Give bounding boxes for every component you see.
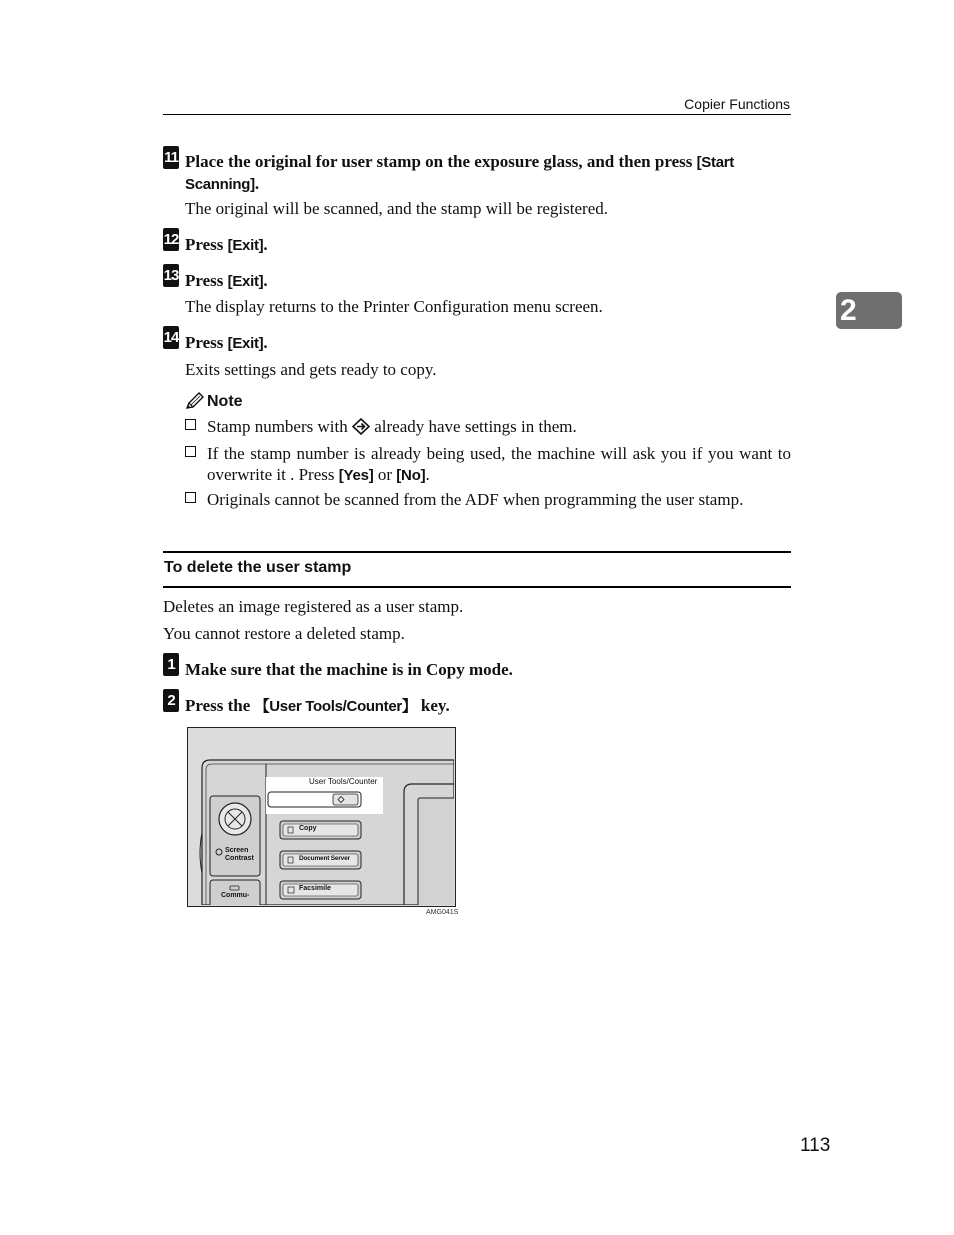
- step-text: .: [254, 174, 260, 193]
- step-description: The display returns to the Printer Configuration menu screen.: [185, 297, 603, 316]
- step-text: .: [263, 271, 268, 290]
- control-panel-illustration: [187, 727, 456, 907]
- section-title: To delete the user stamp: [164, 559, 352, 576]
- step-description: Exits settings and gets ready to copy.: [185, 360, 437, 379]
- note-text: or: [373, 465, 397, 484]
- step-instruction: [185, 151, 791, 195]
- step-number: 14: [163, 326, 179, 349]
- section-paragraph: Deletes an image registered as a user stamp.: [163, 597, 464, 616]
- chapter-number: 2: [840, 294, 857, 327]
- step-number: 11: [163, 146, 179, 169]
- step-number: 12: [163, 228, 179, 251]
- chapter-tab: [836, 292, 902, 329]
- step-text: Press the: [185, 696, 255, 715]
- user-tools-callout: User Tools/Counter: [309, 777, 378, 786]
- step-text: Press: [185, 235, 228, 254]
- step-instruction: [185, 332, 268, 354]
- step-text: Press: [185, 333, 228, 352]
- document-server-key-label: Document Server: [299, 855, 350, 862]
- step-instruction: [185, 695, 450, 717]
- step-text: .: [263, 333, 268, 352]
- note-item: [185, 443, 791, 487]
- running-header: Copier Functions: [684, 96, 790, 112]
- key-label: Scanning]: [185, 176, 255, 193]
- step-number: 13: [163, 264, 179, 287]
- facsimile-key-label: Facsimile: [299, 885, 331, 892]
- key-label: [Exit]: [227, 237, 264, 254]
- step-number: 1: [163, 653, 179, 676]
- screen-contrast-line: Contrast: [225, 855, 254, 862]
- screen-contrast-line: Screen: [225, 847, 249, 854]
- note-text: If the stamp number is already being used, the machine will ask you if you want to overwrite it . Press: [207, 444, 791, 484]
- note-text: Stamp numbers with: [207, 417, 352, 436]
- checkbox-bullet-icon: [185, 419, 196, 430]
- section-rule-top: [163, 551, 791, 553]
- key-label: [No]: [396, 467, 426, 484]
- key-label: [Exit]: [227, 335, 264, 352]
- section-paragraph: You cannot restore a deleted stamp.: [163, 624, 405, 643]
- screen-contrast-label: [225, 847, 254, 863]
- figure-code: AMG041S: [426, 909, 459, 916]
- step-instruction: [185, 234, 268, 256]
- step-text: key.: [416, 696, 450, 715]
- key-label: [Exit]: [227, 273, 264, 290]
- checkbox-bullet-icon: [185, 446, 196, 457]
- note-text: already have settings in them.: [369, 417, 577, 436]
- step-description: The original will be scanned, and the stamp will be registered.: [185, 199, 608, 218]
- note-label-text: Note: [207, 393, 243, 410]
- checkbox-bullet-icon: [185, 492, 196, 503]
- key-label: 【User Tools/Counter】: [254, 698, 417, 715]
- control-panel-drawing: [188, 728, 454, 905]
- copy-key-label: Copy: [299, 825, 317, 832]
- note-label: [207, 393, 243, 411]
- step-instruction: Make sure that the machine is in Copy mode.: [185, 660, 513, 679]
- step-text: Place the original for user stamp on the exposure glass, and then press: [185, 152, 697, 171]
- note-text: .: [425, 465, 430, 484]
- step-instruction: [185, 270, 268, 292]
- step-text: .: [263, 235, 268, 254]
- key-label: [Start: [696, 154, 734, 171]
- section-rule-bottom: [163, 586, 791, 588]
- note-pencil-icon: [185, 392, 205, 410]
- stamp-registered-icon: [352, 418, 370, 435]
- step-number: 2: [163, 689, 179, 712]
- step-text: Press: [185, 271, 228, 290]
- commu-key-label: Commu-: [221, 892, 250, 899]
- page-number: 113: [800, 1135, 831, 1156]
- key-label: [Yes]: [338, 467, 374, 484]
- note-text: Originals cannot be scanned from the ADF when programming the user stamp.: [207, 490, 744, 509]
- note-item: [185, 489, 791, 533]
- header-rule: [163, 114, 791, 115]
- note-item: [185, 416, 791, 438]
